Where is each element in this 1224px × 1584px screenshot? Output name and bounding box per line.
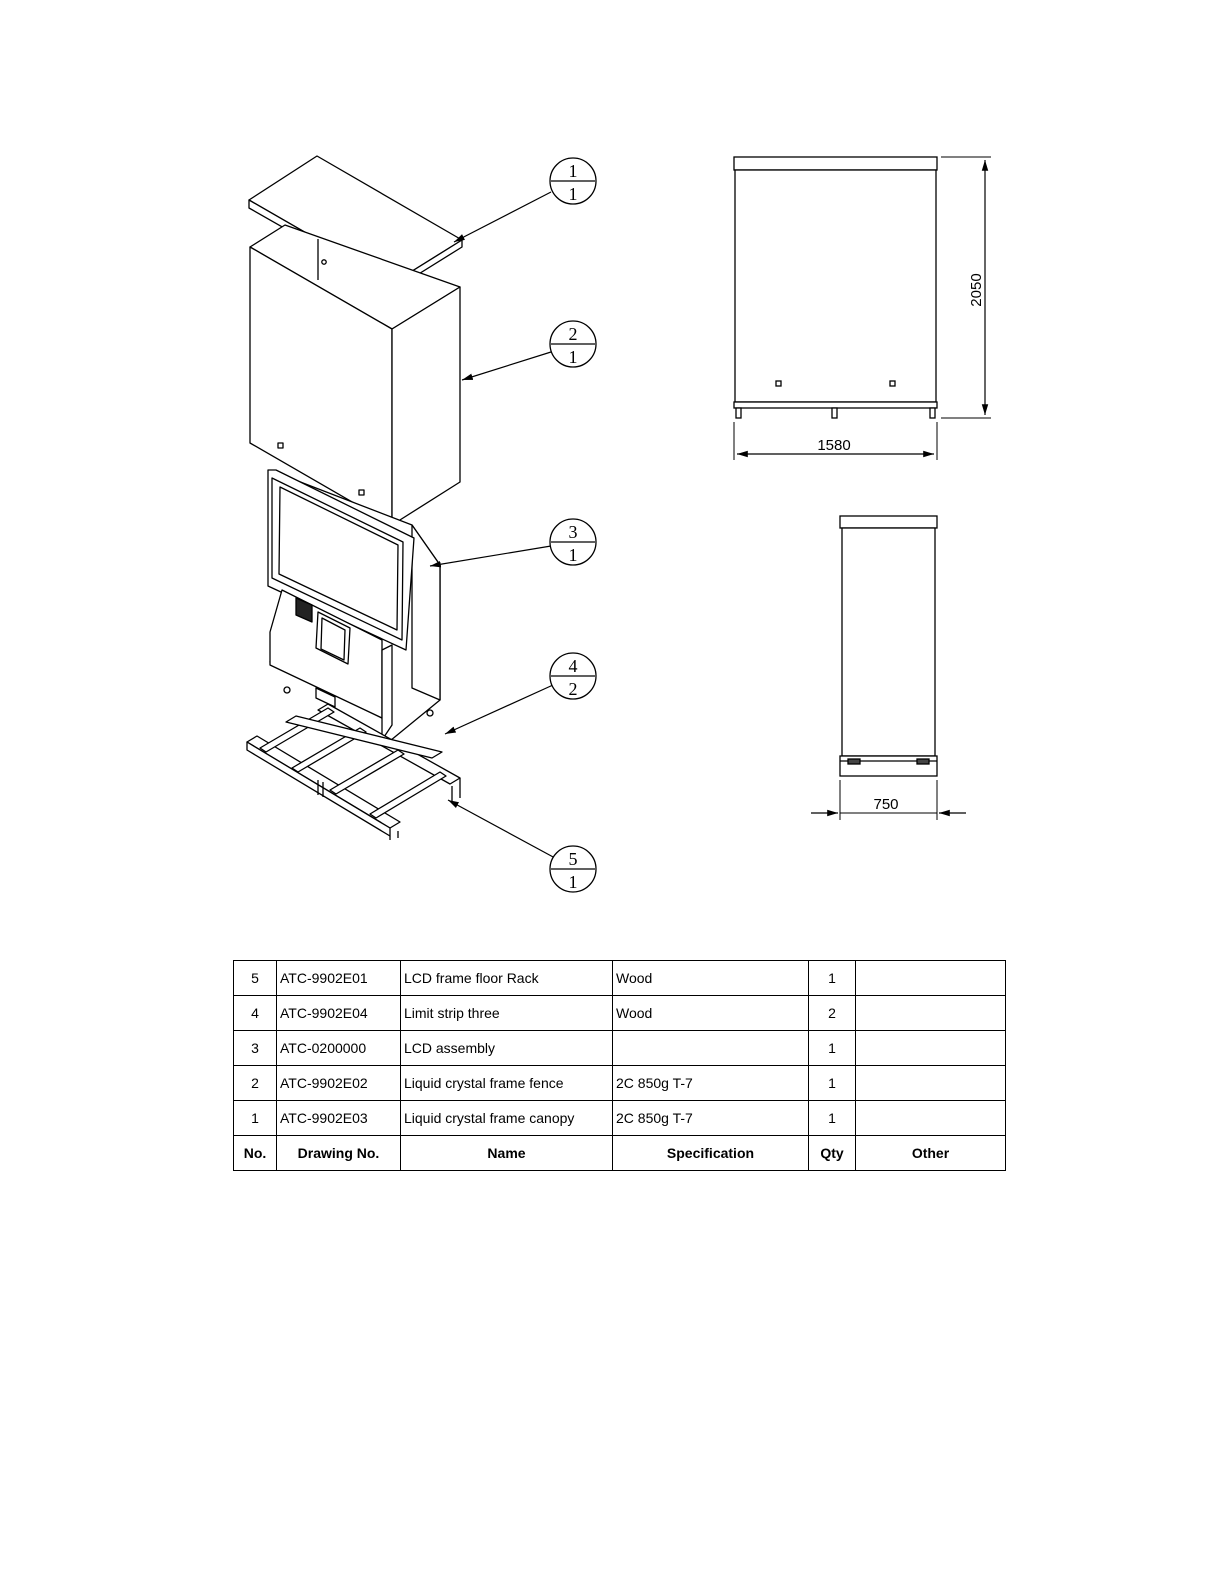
qty-cell: 1	[809, 1031, 856, 1066]
table-row	[234, 1101, 1006, 1136]
table-row	[234, 1066, 1006, 1101]
other-cell	[856, 996, 1006, 1031]
header-other: Other	[856, 1136, 1006, 1171]
exploded-view	[247, 156, 462, 840]
width-dimension-label: 1580	[817, 437, 851, 454]
table-row	[234, 1031, 1006, 1066]
header-no: No.	[234, 1136, 277, 1171]
balloon-1	[550, 158, 596, 204]
item-number-cell: 5	[234, 961, 277, 996]
drawing-number-cell: ATC-9902E03	[277, 1101, 401, 1136]
header-drawing-no: Drawing No.	[277, 1136, 401, 1171]
balloon-quantity: 1	[568, 347, 578, 367]
name-cell: Liquid crystal frame canopy	[401, 1101, 613, 1136]
balloon-item-number: 3	[568, 522, 578, 542]
name-cell: Liquid crystal frame fence	[401, 1066, 613, 1101]
specification-cell	[613, 1031, 809, 1066]
balloon-quantity: 1	[568, 872, 578, 892]
qty-cell: 1	[809, 1066, 856, 1101]
side-view	[840, 516, 937, 776]
table-row	[234, 996, 1006, 1031]
table-row	[234, 961, 1006, 996]
other-cell	[856, 1101, 1006, 1136]
other-cell	[856, 961, 1006, 996]
front-width-dimension	[734, 422, 937, 460]
bill-of-materials-table	[233, 960, 1006, 1171]
balloon-item-number: 5	[568, 849, 578, 869]
name-cell: LCD assembly	[401, 1031, 613, 1066]
front-view	[734, 157, 937, 418]
balloon-item-number: 1	[568, 161, 578, 181]
balloon-3	[550, 519, 596, 565]
balloon-quantity: 1	[568, 545, 578, 565]
specification-cell: Wood	[613, 961, 809, 996]
name-cell: LCD frame floor Rack	[401, 961, 613, 996]
drawing-number-cell: ATC-9902E01	[277, 961, 401, 996]
specification-cell: 2C 850g T-7	[613, 1101, 809, 1136]
balloon-5	[550, 846, 596, 892]
qty-cell: 1	[809, 961, 856, 996]
balloon-item-number: 2	[568, 324, 578, 344]
item-number-cell: 4	[234, 996, 277, 1031]
drawing-number-cell: ATC-9902E04	[277, 996, 401, 1031]
side-depth-dimension	[811, 780, 966, 820]
header-name: Name	[401, 1136, 613, 1171]
balloon-4	[550, 653, 596, 699]
other-cell	[856, 1066, 1006, 1101]
header-qty: Qty	[809, 1136, 856, 1171]
qty-cell: 2	[809, 996, 856, 1031]
height-dimension-label: 2050	[968, 273, 985, 307]
table-header-row	[234, 1136, 1006, 1171]
item-number-cell: 2	[234, 1066, 277, 1101]
depth-dimension-label: 750	[873, 796, 899, 813]
header-specification: Specification	[613, 1136, 809, 1171]
balloon-2	[550, 321, 596, 367]
item-number-cell: 3	[234, 1031, 277, 1066]
floor-rack-part	[247, 704, 460, 840]
drawing-number-cell: ATC-9902E02	[277, 1066, 401, 1101]
qty-cell: 1	[809, 1101, 856, 1136]
specification-cell: Wood	[613, 996, 809, 1031]
balloon-item-number: 4	[568, 656, 578, 676]
balloon-quantity: 1	[568, 184, 578, 204]
name-cell: Limit strip three	[401, 996, 613, 1031]
drawing-number-cell: ATC-0200000	[277, 1031, 401, 1066]
balloon-quantity: 2	[568, 679, 578, 699]
front-height-dimension	[941, 157, 991, 418]
specification-cell: 2C 850g T-7	[613, 1066, 809, 1101]
other-cell	[856, 1031, 1006, 1066]
item-number-cell: 1	[234, 1101, 277, 1136]
